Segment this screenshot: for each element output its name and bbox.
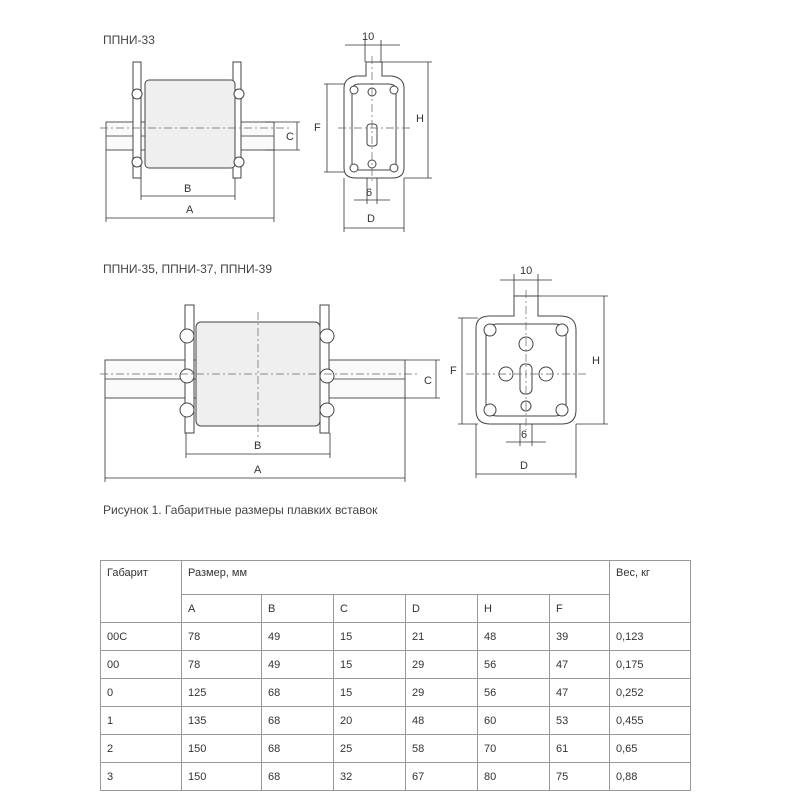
cell-d: 67: [406, 763, 478, 791]
table-header-row: [101, 561, 691, 595]
table-subheader-row: [101, 595, 691, 623]
svg-text:D: D: [520, 460, 528, 472]
cell-b: 49: [262, 623, 334, 651]
header-weight: Вес, кг: [610, 561, 691, 623]
cell-b: 68: [262, 763, 334, 791]
table-row: [101, 763, 691, 791]
subheader-c: C: [334, 595, 406, 623]
svg-text:H: H: [592, 355, 600, 367]
svg-text:F: F: [314, 122, 321, 134]
cell-f: 47: [550, 651, 610, 679]
fuse-side-view-large: [100, 305, 420, 440]
cell-size: 00: [101, 651, 182, 679]
dimension-f-large: [450, 318, 478, 424]
cell-a: 135: [182, 707, 262, 735]
svg-text:10: 10: [520, 265, 533, 277]
cell-d: 48: [406, 707, 478, 735]
fuse-front-view-small: [338, 56, 410, 184]
svg-text:10: 10: [362, 31, 375, 43]
svg-text:B: B: [184, 183, 192, 195]
header-size: Габарит: [101, 561, 182, 623]
cell-d: 29: [406, 651, 478, 679]
cell-weight: 0,123: [610, 623, 691, 651]
svg-text:6: 6: [521, 429, 528, 441]
cell-c: 15: [334, 623, 406, 651]
cell-size: 3: [101, 763, 182, 791]
cell-a: 78: [182, 623, 262, 651]
fuse-side-view-small: [100, 62, 290, 178]
svg-text:6: 6: [366, 187, 373, 199]
cell-f: 53: [550, 707, 610, 735]
cell-size: 1: [101, 707, 182, 735]
cell-a: 78: [182, 651, 262, 679]
subheader-f: F: [550, 595, 610, 623]
dimension-6-large: [506, 424, 546, 446]
svg-text:D: D: [367, 213, 375, 225]
dimension-d-small: [344, 178, 404, 232]
cell-b: 49: [262, 651, 334, 679]
svg-text:H: H: [416, 113, 424, 125]
svg-text:F: F: [450, 365, 457, 377]
cell-c: 25: [334, 735, 406, 763]
cell-f: 39: [550, 623, 610, 651]
cell-a: 150: [182, 763, 262, 791]
cell-b: 68: [262, 707, 334, 735]
dimension-6-small: [354, 178, 390, 204]
cell-h: 70: [478, 735, 550, 763]
svg-text:C: C: [424, 375, 432, 387]
cell-size: 0: [101, 679, 182, 707]
header-dimensions: Размер, мм: [182, 561, 610, 595]
cell-d: 29: [406, 679, 478, 707]
subheader-h: H: [478, 595, 550, 623]
dimension-10-small: [345, 31, 400, 62]
table-row: [101, 679, 691, 707]
cell-b: 68: [262, 735, 334, 763]
dimensions-table: [100, 560, 691, 791]
table-row: [101, 623, 691, 651]
table-row: [101, 735, 691, 763]
cell-h: 56: [478, 651, 550, 679]
subheader-d: D: [406, 595, 478, 623]
cell-weight: 0,252: [610, 679, 691, 707]
cell-weight: 0,88: [610, 763, 691, 791]
cell-b: 68: [262, 679, 334, 707]
cell-f: 61: [550, 735, 610, 763]
cell-f: 75: [550, 763, 610, 791]
cell-a: 125: [182, 679, 262, 707]
cell-d: 58: [406, 735, 478, 763]
dimension-b-small: [141, 178, 235, 200]
cell-c: 15: [334, 679, 406, 707]
cell-weight: 0,175: [610, 651, 691, 679]
cell-c: 32: [334, 763, 406, 791]
dimension-c-large: [405, 360, 440, 398]
cell-weight: 0,65: [610, 735, 691, 763]
cell-c: 15: [334, 651, 406, 679]
figure-title-ppni-35-39: ППНИ-35, ППНИ-37, ППНИ-39: [103, 262, 272, 276]
subheader-b: B: [262, 595, 334, 623]
fuse-front-view-large: [466, 290, 588, 430]
svg-text:A: A: [254, 464, 262, 476]
cell-a: 150: [182, 735, 262, 763]
cell-h: 60: [478, 707, 550, 735]
cell-h: 56: [478, 679, 550, 707]
cell-d: 21: [406, 623, 478, 651]
table-row: [101, 707, 691, 735]
svg-text:B: B: [254, 440, 262, 452]
cell-f: 47: [550, 679, 610, 707]
cell-size: 2: [101, 735, 182, 763]
cell-c: 20: [334, 707, 406, 735]
svg-text:C: C: [286, 131, 294, 143]
cell-weight: 0,455: [610, 707, 691, 735]
cell-size: 00С: [101, 623, 182, 651]
figure-caption: Рисунок 1. Габаритные размеры плавких вставок: [103, 503, 378, 517]
svg-text:A: A: [186, 204, 194, 216]
figure-title-ppni-33: ППНИ-33: [103, 33, 155, 47]
cell-h: 80: [478, 763, 550, 791]
cell-h: 48: [478, 623, 550, 651]
subheader-a: A: [182, 595, 262, 623]
table-row: [101, 651, 691, 679]
